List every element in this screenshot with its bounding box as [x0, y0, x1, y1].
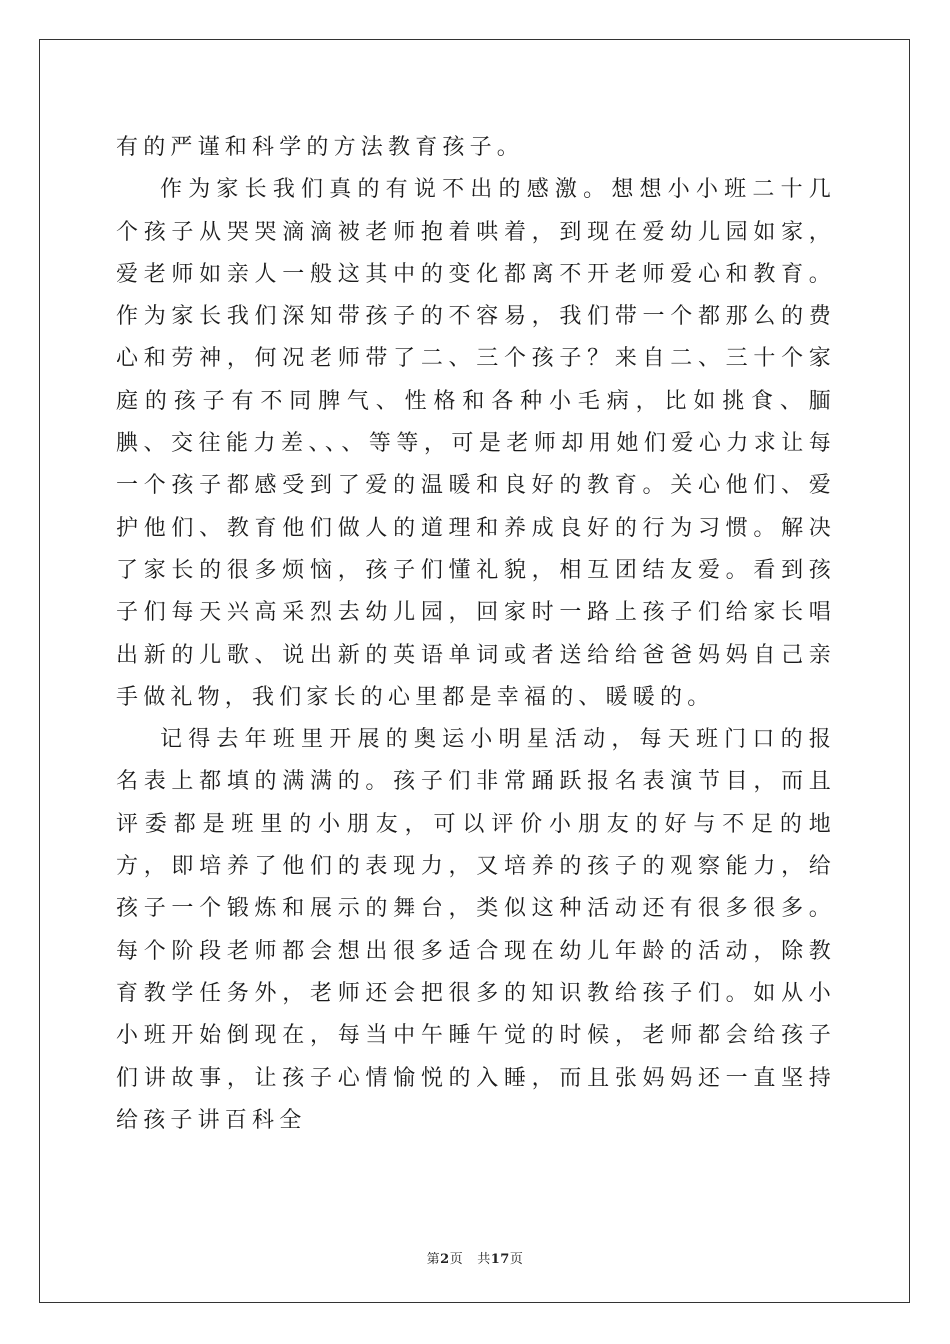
total-page-count: 17 — [490, 1252, 510, 1267]
page-suffix: 页 — [449, 1252, 464, 1267]
current-page-number: 2 — [440, 1252, 450, 1267]
paragraph: 有的严谨和科学的方法教育孩子。 — [116, 135, 525, 160]
document-body — [116, 127, 836, 1142]
paragraph: 作为家长我们真的有说不出的感激。想想小小班二十几个孩子从哭哭滴滴被老师抱着哄着，到现在爱幼儿园如家，爱老师如亲人一般这其中的变化都离不开老师爱心和教育。作为家长我们深知带孩子的不容易，我们带一个都那么的费心和劳神，何况老师带了二、三个孩子？来自二、三十个家庭的孩子有不同脾气、性格和各种小毛病，比如挑食、腼腆、交往能力差、、、等等，可是老师却用她们爱心力求让每一个孩子都感受到了爱的温暖和良好的教育。关心他们、爱护他们、教育他们做人的道理和养成良好的行为习惯。解决了家长的很多烦恼，孩子们懂礼貌，相互团结友爱。看到孩子们每天兴高采烈去幼儿园，回家时一路上孩子们给家长唱出新的儿歌、说出新的英语单词或者送给给爸爸妈妈自己亲手做礼物，我们家长的心里都是幸福的、暖暖的。 — [116, 177, 836, 710]
paragraph: 记得去年班里开展的奥运小明星活动，每天班门口的报名表上都填的满满的。孩子们非常踊跃报名表演节目，而且评委都是班里的小朋友，可以评价小朋友的好与不足的地方，即培养了他们的表现力，又培养的孩子的观察能力，给孩子一个锻炼和展示的舞台，类似这种活动还有很多很多。每个阶段老师都会想出很多适合现在幼儿年龄的活动，除教育教学任务外，老师还会把很多的知识教给孩子们。如从小小班开始倒现在，每当中午睡午觉的时候，老师都会给孩子们讲故事，让孩子心情愉悦的入睡，而且张妈妈还一直坚持给孩子讲百科全 — [116, 727, 836, 1133]
page-footer — [0, 1248, 950, 1267]
total-suffix: 页 — [509, 1252, 524, 1267]
page-prefix: 第 — [426, 1252, 441, 1267]
total-prefix: 共 — [477, 1252, 491, 1267]
